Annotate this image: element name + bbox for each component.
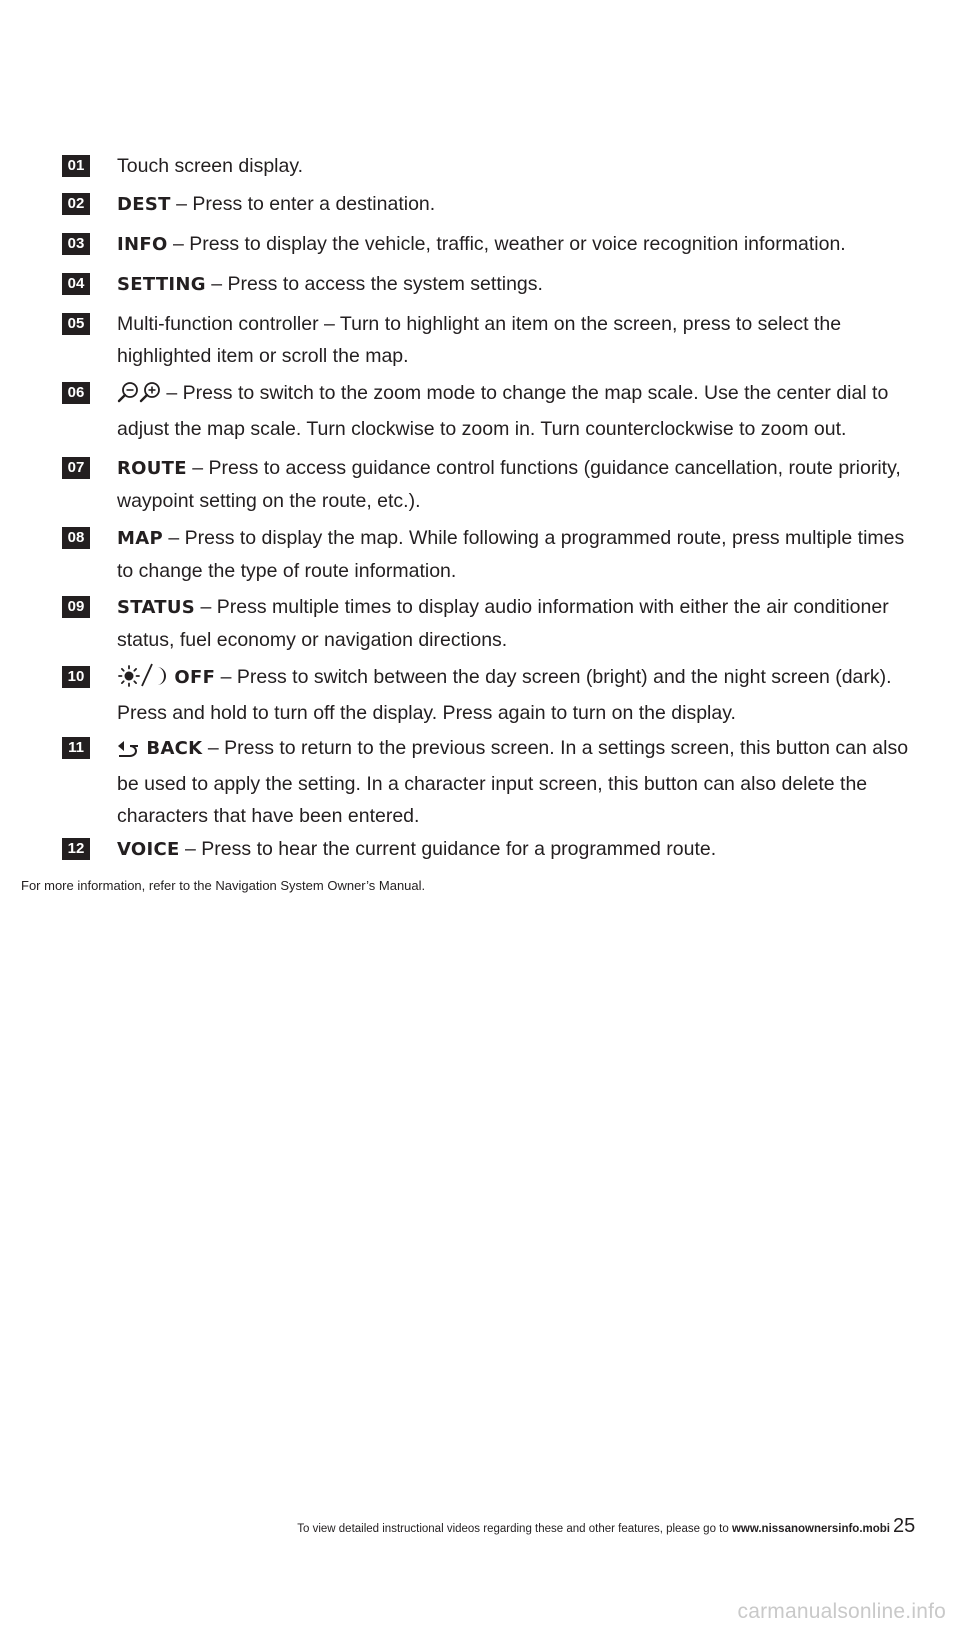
item-keyword: DEST [117, 194, 171, 215]
watermark: carmanualsonline.info [737, 1600, 946, 1623]
item-keyword: VOICE [117, 839, 180, 860]
item-number-badge: 04 [62, 273, 90, 295]
item-description: VOICE – Press to hear the current guidance for a programmed route. [117, 838, 717, 860]
sun-icon [117, 665, 141, 697]
item-keyword: OFF [174, 667, 216, 688]
item-number-badge: 12 [62, 838, 90, 860]
item-number-badge: 02 [62, 193, 90, 215]
footer-note: To view detailed instructional videos regarding these and other features, please go to www.nissanownersinfo.mobi [297, 1523, 890, 1535]
item-number-badge: 10 [62, 666, 90, 688]
item-description: – Press to switch to the zoom mode to change the map scale. Use the center dial to adjust the map scale. Turn clockwise to zoom in. Turn counterclockwise to zoom out. [117, 382, 889, 440]
item-keyword: MAP [117, 528, 163, 549]
item-keyword: INFO [117, 234, 168, 255]
item-number-badge: 08 [62, 527, 90, 549]
item-number-badge: 05 [62, 313, 90, 335]
item-description: SETTING – Press to access the system settings. [117, 273, 543, 295]
item-description: MAP – Press to display the map. While following a programmed route, press multiple times to change the type of route information. [117, 527, 905, 582]
back-arrow-icon [117, 736, 141, 768]
item-description: OFF – Press to switch between the day screen (bright) and the night screen (dark). Press and hold to turn off the display. Press again to turn on the display. [117, 661, 917, 729]
item-description: INFO – Press to display the vehicle, traffic, weather or voice recognition information. [117, 233, 846, 255]
item-number-badge: 06 [62, 382, 90, 404]
footnote: For more information, refer to the Navigation System Owner’s Manual. [21, 878, 426, 893]
item-keyword: BACK [146, 738, 203, 759]
item-number-badge: 01 [62, 155, 90, 177]
zoom-in-icon [139, 381, 161, 413]
item-description: ROUTE – Press to access guidance control functions (guidance cancellation, route priority, waypoint setting on the route, etc.). [117, 457, 901, 512]
item-number-badge: 09 [62, 596, 90, 618]
item-description: DEST – Press to enter a destination. [117, 193, 436, 215]
zoom-out-icon [117, 381, 139, 413]
moon-icon [153, 665, 169, 697]
item-keyword: SETTING [117, 274, 206, 295]
item-keyword: STATUS [117, 597, 196, 618]
item-number-badge: 11 [62, 737, 90, 759]
item-keyword: ROUTE [117, 458, 187, 479]
item-number-badge: 07 [62, 457, 90, 479]
item-number-badge: 03 [62, 233, 90, 255]
item-description: BACK – Press to return to the previous screen. In a settings screen, this button can also be used to apply the setting. In a character input screen, this button can also delete the characters that have been entered. [117, 737, 909, 827]
slash-icon [141, 663, 153, 697]
item-description: Multi-function controller – Turn to highlight an item on the screen, press to select the highlighted item or scroll the map. [117, 313, 842, 367]
item-description: STATUS – Press multiple times to display audio information with either the air conditioner status, fuel economy or navigation directions. [117, 596, 889, 651]
item-description: Touch screen display. [117, 155, 304, 177]
page-number: 25 [893, 1515, 916, 1537]
footer-link[interactable]: www.nissanownersinfo.mobi [731, 1523, 890, 1535]
